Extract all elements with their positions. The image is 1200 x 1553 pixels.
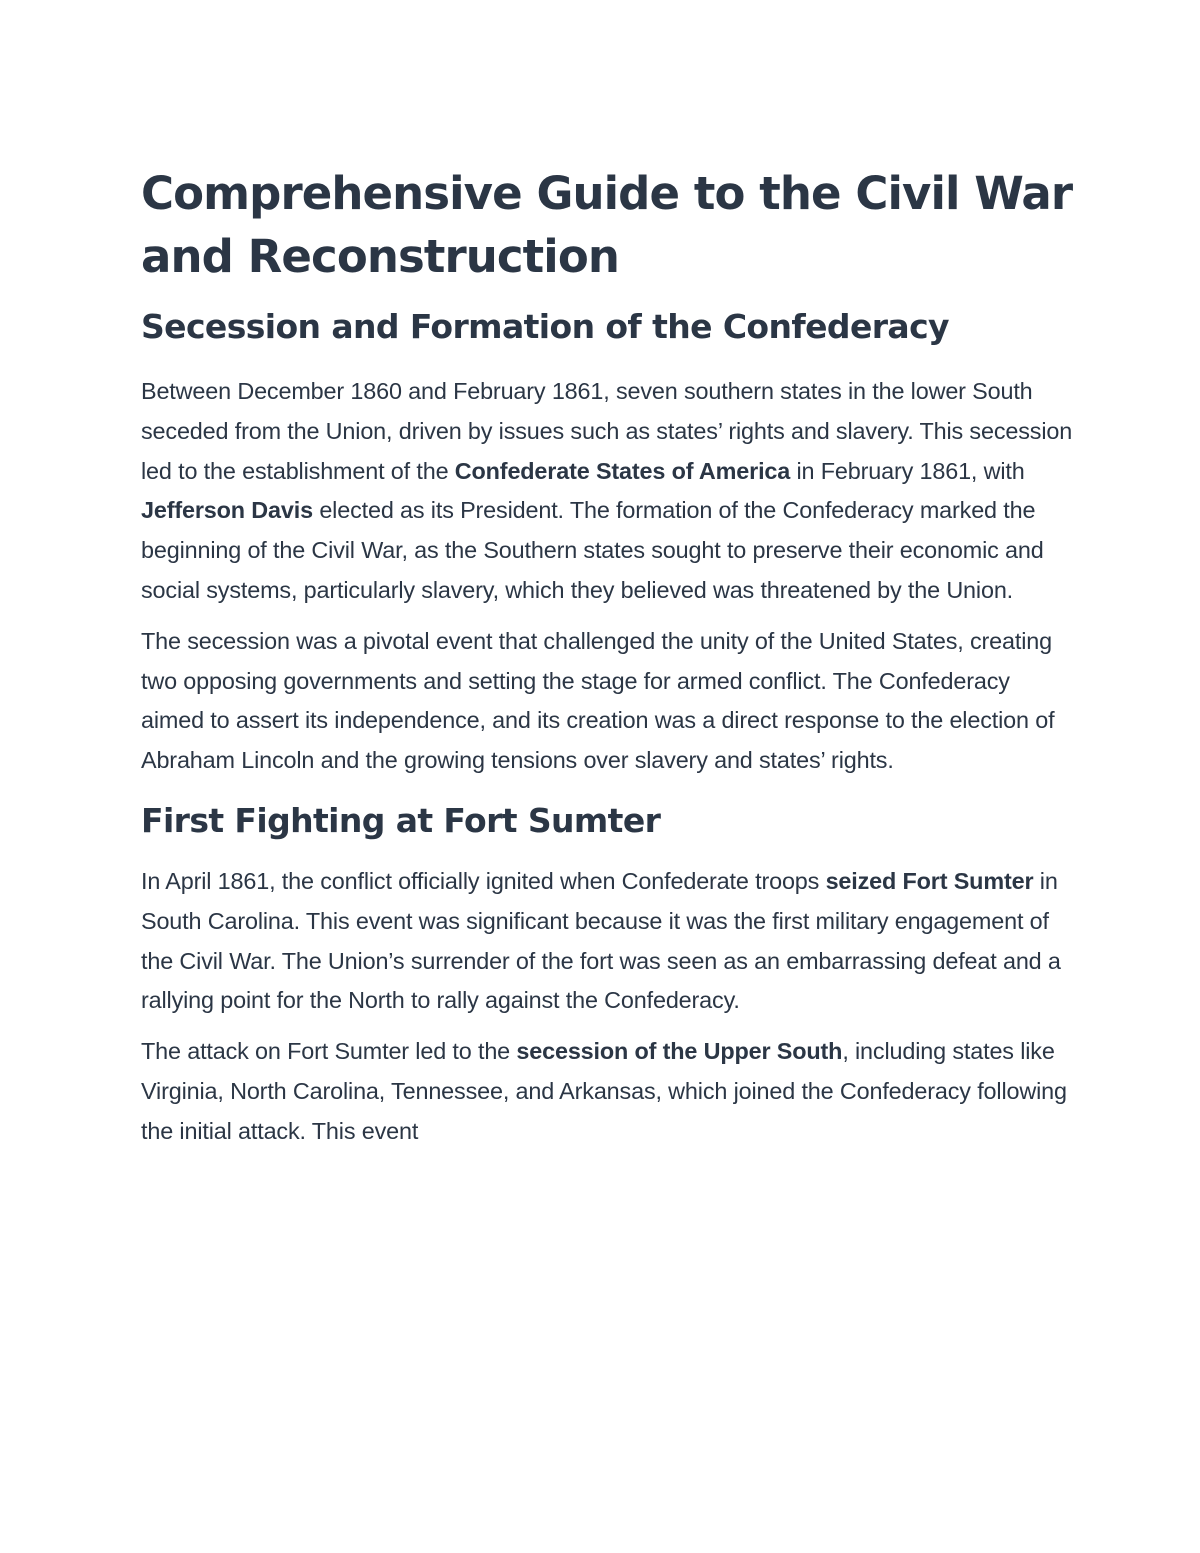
paragraph-text: Between December 1860 and February 1861, seven southern states in the lower South seceded from the Union, driven by issues such as states’ rights and slavery. This secession led to the establishment of the bbox=[141, 378, 1073, 484]
paragraph-secession-1 bbox=[141, 372, 1076, 611]
document-page bbox=[141, 162, 1076, 1152]
paragraph-secession-2: The secession was a pivotal event that challenged the unity of the United States, creating two opposing governments and setting the stage for armed conflict. The Confederacy aimed to assert its independence, and its creation was a direct response to the election of Abraham Lincoln and the growing tensions over slavery and states’ rights. bbox=[141, 627, 1055, 774]
bold-confederate-states: Confederate States of America bbox=[454, 457, 791, 484]
section-heading-fort-sumter: First Fighting at Fort Sumter bbox=[141, 800, 661, 840]
paragraph-text: In April 1861, the conflict officially ignited when Confederate troops bbox=[141, 867, 826, 894]
paragraph-sumter-1 bbox=[141, 862, 1076, 1021]
paragraph-text: in South Carolina. This event was significant because it was the first military engagement of the Civil War. The Union’s surrender of the fort was seen as an embarrassing defeat and a rallying point for the North to rally against the Confederacy. bbox=[141, 867, 1061, 1014]
paragraph-sumter-2 bbox=[141, 1032, 1076, 1151]
bold-seized-fort-sumter: seized Fort Sumter bbox=[825, 867, 1034, 894]
bold-jefferson-davis: Jefferson Davis bbox=[141, 497, 313, 524]
bold-secession-upper-south: secession of the Upper South bbox=[516, 1038, 843, 1065]
paragraph-text: , including states like Virginia, North Carolina, Tennessee, and Arkansas, which joined the Confederacy following the initial attack. This event bbox=[141, 1038, 1067, 1144]
paragraph-text: elected as its President. The formation of the Confederacy marked the beginning of the Civil War, as the Southern states sought to preserve their economic and social systems, particularly slavery, which they believed was threatened by the Union. bbox=[141, 497, 1044, 603]
document-title: Comprehensive Guide to the Civil War and Reconstruction bbox=[141, 167, 1073, 283]
paragraph-text: The attack on Fort Sumter led to the bbox=[141, 1038, 517, 1065]
paragraph-text: in February 1861, with bbox=[790, 457, 1025, 484]
section-heading-secession: Secession and Formation of the Confederacy bbox=[141, 307, 949, 346]
